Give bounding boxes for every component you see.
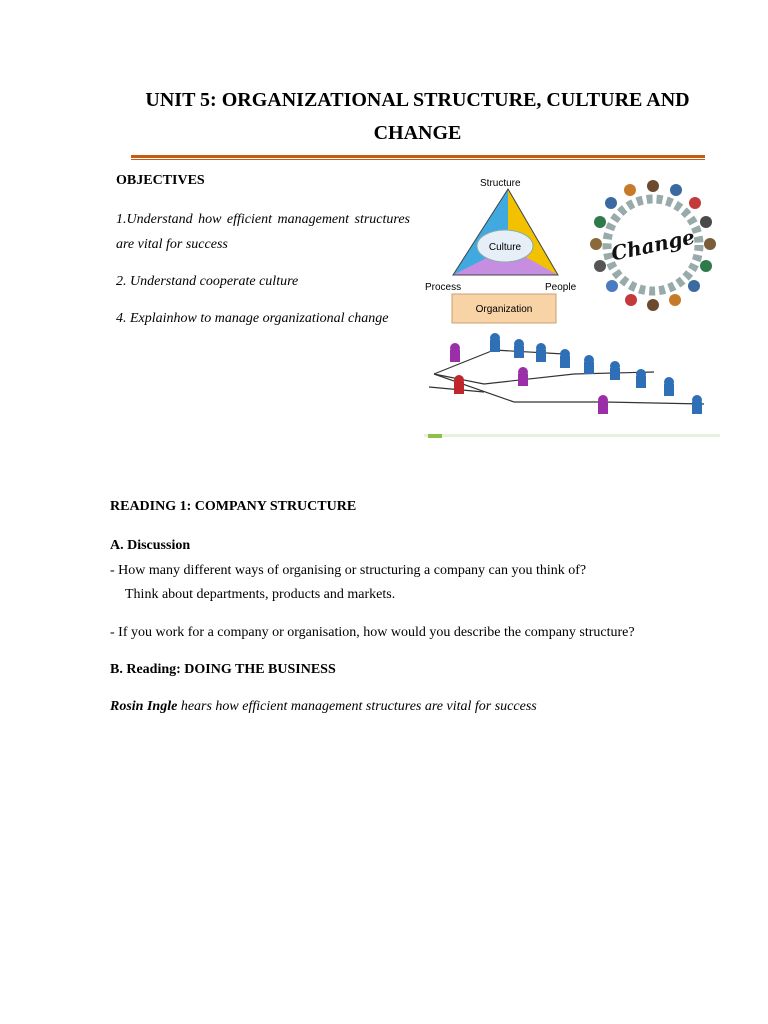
discussion-heading: A. Discussion bbox=[110, 538, 191, 553]
title-rule-thick bbox=[131, 155, 705, 158]
objective-2: 2. Understand cooperate culture bbox=[116, 274, 299, 289]
byline-author: Rosin Ingle bbox=[110, 699, 178, 714]
discussion-question-1: - How many different ways of organising or structuring a company can you think of? bbox=[110, 563, 587, 578]
diagram-label-people: People bbox=[545, 282, 577, 293]
org-chart-image bbox=[424, 332, 720, 444]
diagram-label-structure: Structure bbox=[480, 178, 521, 189]
diagram-label-process: Process bbox=[425, 282, 462, 293]
title-rule-thin bbox=[131, 159, 705, 160]
title-line-1: UNIT 5: ORGANIZATIONAL STRUCTURE, CULTURE AND bbox=[145, 89, 690, 111]
diagram-label-organization: Organization bbox=[475, 304, 533, 315]
discussion-question-1-cont: Think about departments, products and markets. bbox=[125, 587, 396, 602]
change-label: Change bbox=[609, 224, 697, 266]
objectives-heading: OBJECTIVES bbox=[116, 173, 205, 188]
reading-byline bbox=[110, 697, 537, 717]
byline-text: hears how efficient management structures are vital for success bbox=[177, 699, 537, 714]
change-circle-image bbox=[588, 178, 718, 318]
page-title bbox=[110, 84, 725, 150]
structure-culture-diagram bbox=[418, 172, 588, 332]
discussion-question-2: - If you work for a company or organisation, how would you describe the company structure? bbox=[110, 625, 635, 640]
reading-b-heading: B. Reading: DOING THE BUSINESS bbox=[110, 662, 336, 677]
diagram-label-culture: Culture bbox=[488, 242, 522, 253]
reading-heading: READING 1: COMPANY STRUCTURE bbox=[110, 499, 357, 514]
objective-1: 1.Understand how efficient management structures are vital for success bbox=[116, 212, 410, 252]
title-line-2: CHANGE bbox=[373, 122, 462, 144]
objective-4: 4. Explainhow to manage organizational change bbox=[116, 311, 389, 326]
